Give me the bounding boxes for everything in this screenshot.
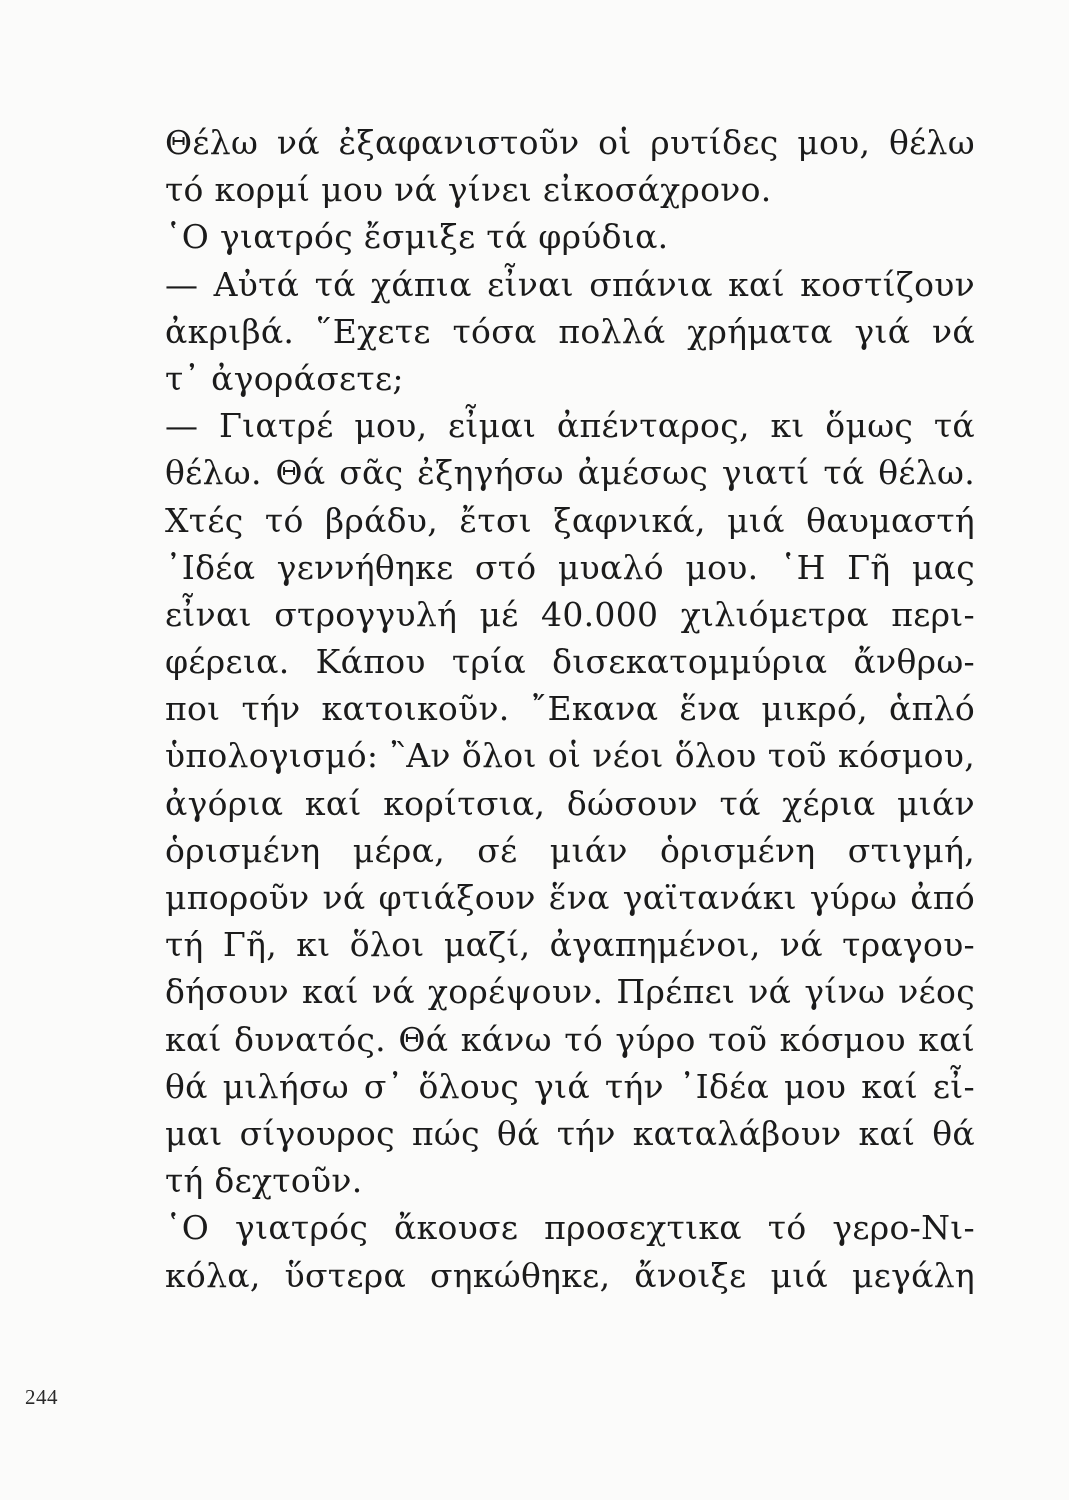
text-line: ᾽Ιδέα γεννήθηκε στό μυαλό μου. ῾Η Γῆ μας (165, 547, 975, 587)
text-line: ὑπολογισμό: ῍Αν ὅλοι οἱ νέοι ὅλου τοῦ κόσμου, (165, 736, 975, 776)
text-line: ῾Ο γιατρός ἄκουσε προσεχτικα τό γερο-Νι- (165, 1208, 975, 1248)
text-line: Θέλω νά ἐξαφανιστοῦν οἱ ρυτίδες μου, θέλω (165, 123, 975, 162)
text-line: καί δυνατός. Θά κάνω τό γύρο τοῦ κόσμου καί (165, 1019, 975, 1059)
text-line: δήσουν καί νά χορέψουν. Πρέπει νά γίνω νέος (165, 972, 975, 1012)
text-line: τ᾽ ἀγοράσετε; (165, 358, 404, 398)
text-line: ἀγόρια καί κορίτσια, δώσουν τά χέρια μιάν (165, 783, 975, 823)
text-line: ποι τήν κατοικοῦν. ῎Εκανα ἕνα μικρό, ἁπλό (165, 689, 975, 729)
text-line: τή δεχτοῦν. (165, 1161, 363, 1201)
text-line: φέρεια. Κάπου τρία δισεκατομμύρια ἄνθρω- (165, 642, 975, 682)
text-line: Χτές τό βράδυ, ἔτσι ξαφνικά, μιά θαυμαστή (165, 500, 975, 540)
text-line: ῾Ο γιατρός ἔσμιξε τά φρύδια. (165, 217, 669, 257)
text-line: ὁρισμένη μέρα, σέ μιάν ὁρισμένη στιγμή, (165, 830, 975, 870)
body-text (165, 119, 975, 1299)
page-number: 244 (25, 1385, 58, 1409)
text-line: ἀκριβά. ῞Εχετε τόσα πολλά χρήματα γιά νά (165, 311, 975, 351)
text-line: τή Γῆ, κι ὅλοι μαζί, ἀγαπημένοι, νά τραγου- (165, 925, 975, 965)
text-line: εἶναι στρογγυλή μέ 40.000 χιλιόμετρα περι- (165, 594, 975, 634)
text-line: τό κορμί μου νά γίνει εἰκοσάχρονο. (165, 170, 772, 210)
text-line: — Γιατρέ μου, εἶμαι ἀπένταρος, κι ὅμως τά (165, 406, 975, 446)
text-line: μποροῦν νά φτιάξουν ἕνα γαϊτανάκι γύρω ἀπό (165, 878, 975, 917)
text-line: θέλω. Θά σᾶς ἐξηγήσω ἀμέσως γιατί τά θέλω. (165, 453, 975, 493)
text-line: μαι σίγουρος πώς θά τήν καταλάβουν καί θά (165, 1113, 975, 1153)
text-line: κόλα, ὕστερα σηκώθηκε, ἄνοιξε μιά μεγάλη (165, 1255, 975, 1295)
text-line: θά μιλήσω σ᾽ ὅλους γιά τήν ᾽Ιδέα μου καί εἶ- (165, 1066, 975, 1106)
text-line: — Αὐτά τά χάπια εἶναι σπάνια καί κοστίζουν (165, 264, 975, 304)
